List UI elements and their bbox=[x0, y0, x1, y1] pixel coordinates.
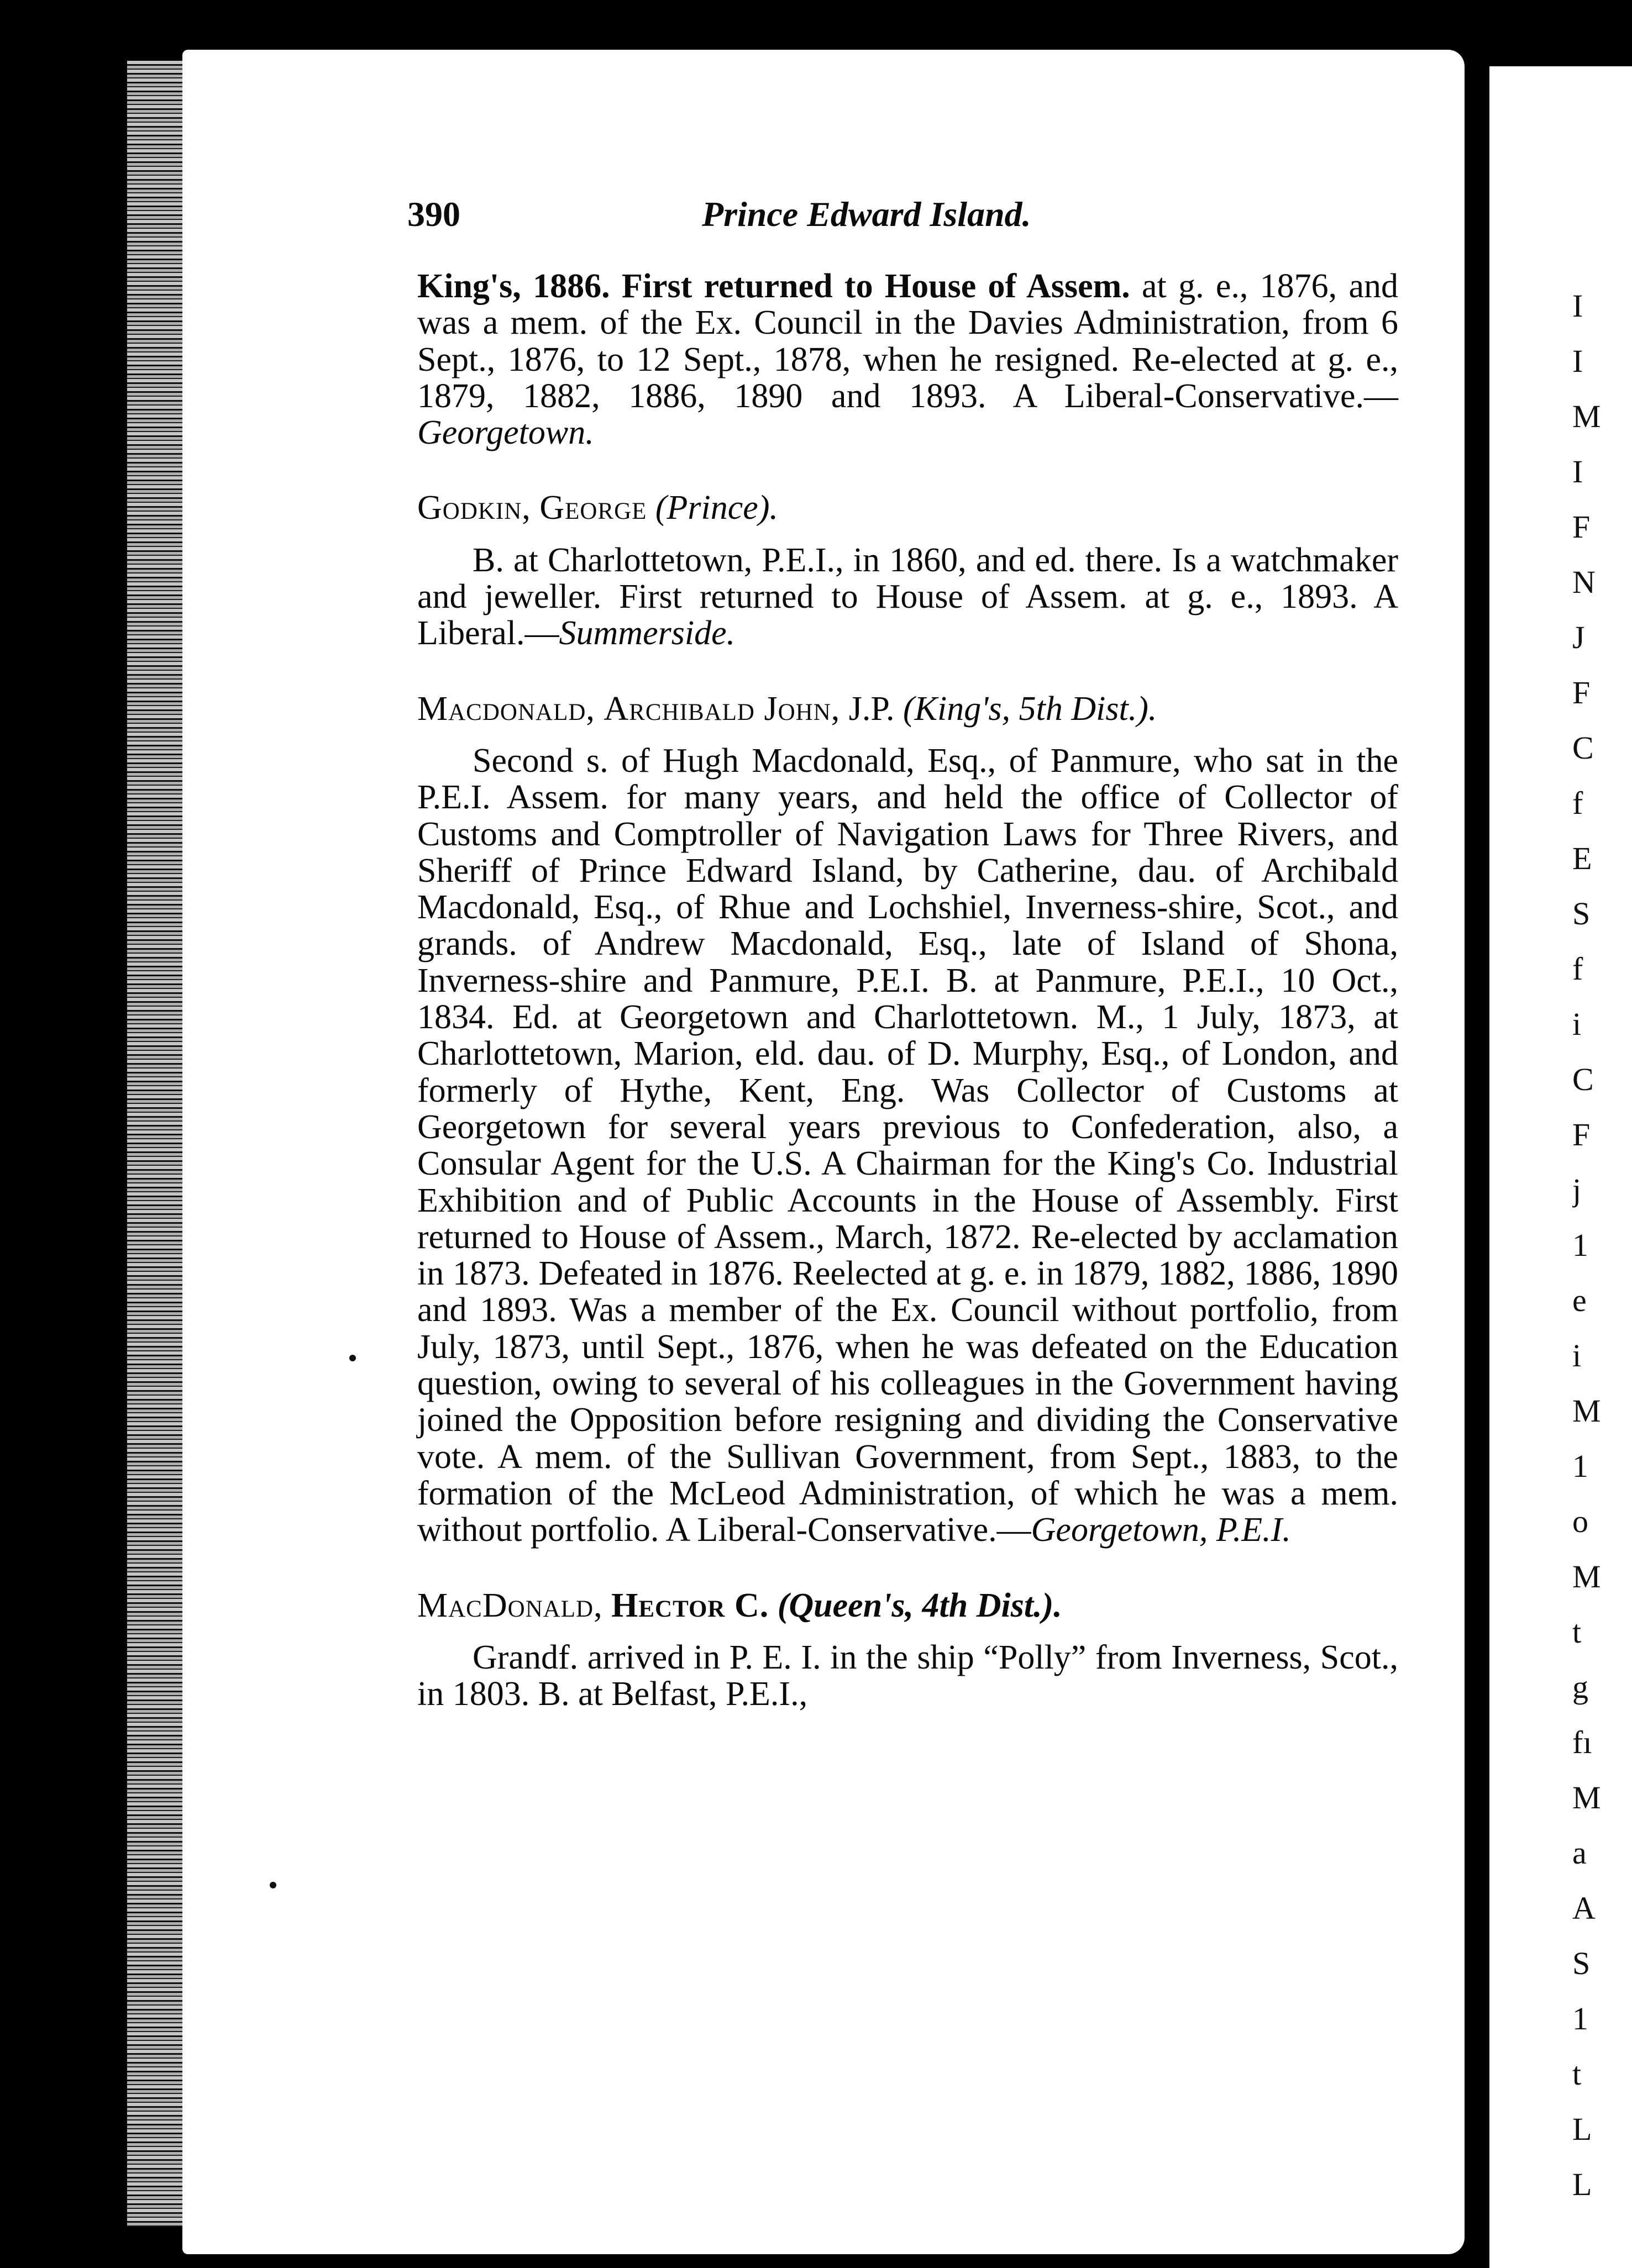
facing-page-fragment: M bbox=[1572, 1559, 1601, 1595]
continued-entry bbox=[417, 268, 1398, 451]
entry-body-text: Grandf. arrived in P. E. I. in the ship “Polly” from Inverness, Scot., in 1803. B. at Belfast, P.E.I., bbox=[417, 1638, 1398, 1713]
entry-body-text: Second s. of Hugh Macdonald, Esq., of Panmure, who sat in the P.E.I. Assem. for many years, and held the office of Collector of Customs and Comptroller of Navigation Laws for Three Rivers, and Sheriff of Prince Edward Island, by Catherine, dau. of Archibald Macdonald, Esq., of Rhue and Lochshiel, Inverness-shire, Scot., and grands. of Andrew Macdonald, Esq., late of Island of Shona, Inverness-shire and Panmure, P.E.I. B. at Panmure, P.E.I., 10 Oct., 1834. Ed. at Georgetown and Charlottetown. M., 1 July, 1873, at Charlottetown, Marion, eld. dau. of D. Murphy, Esq., of London, and formerly of Hythe, Kent, Eng. Was Collector of Customs at Georgetown for several years previous to Confederation, also, a Consular Agent for the U.S. A Chairman for the King's Co. Industrial Exhibition and of Public Accounts in the House of Assembly. First returned to House of Assem., March, 1872. Re-elected by acclamation in 1873. Defeated in 1876. Reelected at g. e. in 1879, 1882, 1886, 1890 and 1893. Was a member of the Ex. Council without portfolio, from July, 1873, until Sept., 1876, when he was defeated on the Education question, owing to several of his colleagues in the Government having joined the Opposition before resigning and dividing the Conservative vote. A mem. of the Sullivan Government, from Sept., 1883, to the formation of the McLeod Administration, of which he was a mem. without portfolio. A Liberal-Conservative.— bbox=[417, 741, 1398, 1549]
entry-surname: MacDonald, bbox=[417, 1586, 603, 1624]
facing-page-fragment: e bbox=[1572, 1282, 1587, 1318]
facing-page-fragment: 1 bbox=[1572, 2001, 1588, 2037]
entry-given-name: Hector C. bbox=[611, 1586, 769, 1624]
facing-page-fragment: f bbox=[1572, 785, 1583, 821]
entry-residence: Summerside. bbox=[559, 614, 736, 652]
facing-page-fragment: C bbox=[1572, 730, 1594, 766]
entry-constituency: (Queen's, 4th Dist.). bbox=[777, 1586, 1062, 1624]
entry-title: J.P. bbox=[848, 690, 895, 728]
entry-body-macdonald-hector bbox=[417, 1639, 1398, 1713]
facing-page-fragment: t bbox=[1572, 1614, 1582, 1650]
facing-page-fragment: J bbox=[1572, 619, 1585, 655]
scan-speck bbox=[270, 1882, 276, 1888]
facing-page-fragment: A bbox=[1572, 1890, 1596, 1926]
facing-page-fragment: t bbox=[1572, 2056, 1582, 2092]
facing-page-fragment: F bbox=[1572, 675, 1591, 711]
facing-page-fragment: fı bbox=[1572, 1724, 1592, 1760]
facing-page-fragment: I bbox=[1572, 343, 1583, 379]
entry-given-name: George bbox=[539, 489, 647, 527]
facing-page-fragment: j bbox=[1572, 1172, 1582, 1208]
entry-body-godkin bbox=[417, 542, 1398, 652]
facing-page-fragment: 1 bbox=[1572, 1448, 1588, 1484]
facing-page-fragment: S bbox=[1572, 896, 1591, 932]
facing-page-fragment: S bbox=[1572, 1945, 1591, 1981]
facing-page-fragment: L bbox=[1572, 2111, 1592, 2147]
entry-residence: Georgetown, P.E.I. bbox=[1031, 1511, 1291, 1549]
facing-page-fragment: E bbox=[1572, 840, 1592, 876]
page-text bbox=[407, 194, 1398, 1713]
facing-page-fragment: f bbox=[1572, 951, 1583, 987]
continued-returned: First returned to House of Assem. bbox=[621, 267, 1130, 305]
running-title: Prince Edward Island. bbox=[702, 194, 1031, 234]
facing-page-fragment: o bbox=[1572, 1503, 1588, 1539]
facing-page-fragment: i bbox=[1572, 1338, 1582, 1374]
continued-text: at g. e., 1876, and was a mem. of the Ex. Council in the Davies Administration, from 6 Sept., 1876, to 12 Sept., 1878, when he resigned. Re-elected at g. e., 1879, 1882, 1886, 1890 and 1893. A Liberal-Conservative.— bbox=[417, 267, 1398, 415]
facing-page-edge bbox=[1489, 66, 1632, 2268]
facing-page-fragment: C bbox=[1572, 1061, 1594, 1097]
facing-page-fragment: M bbox=[1572, 398, 1601, 434]
facing-page-fragment: g bbox=[1572, 1669, 1588, 1705]
facing-page-fragment: i bbox=[1572, 1006, 1582, 1042]
entry-given-name: Archibald John, bbox=[604, 690, 841, 728]
page-number: 390 bbox=[407, 194, 460, 234]
facing-page-fragment: M bbox=[1572, 1393, 1601, 1429]
page-header bbox=[407, 194, 1398, 240]
entry-constituency: (King's, 5th Dist.). bbox=[903, 690, 1157, 728]
continued-lead: King's, 1886. bbox=[417, 267, 610, 305]
facing-page-fragment: M bbox=[1572, 1780, 1601, 1816]
facing-page-fragment: N bbox=[1572, 564, 1596, 600]
facing-page-fragment: L bbox=[1572, 2166, 1592, 2202]
entry-heading-macdonald-hector bbox=[417, 1587, 1398, 1624]
entry-heading-godkin bbox=[417, 490, 1398, 526]
entry-surname: Macdonald, bbox=[417, 690, 595, 728]
facing-page-fragment: a bbox=[1572, 1835, 1587, 1871]
continued-residence: Georgetown. bbox=[417, 414, 594, 452]
facing-page-fragment: F bbox=[1572, 1117, 1591, 1153]
facing-page-fragment: I bbox=[1572, 454, 1583, 490]
entry-body-macdonald-archibald bbox=[417, 743, 1398, 1549]
entry-body-text: B. at Charlottetown, P.E.I., in 1860, and ed. there. Is a watchmaker and jeweller. First returned to House of Assem. at g. e., 1893. A Liberal.— bbox=[417, 541, 1398, 652]
facing-page-fragment: 1 bbox=[1572, 1227, 1588, 1263]
scan-speck bbox=[349, 1355, 356, 1361]
entry-constituency: (Prince). bbox=[655, 489, 778, 527]
facing-page-fragment: I bbox=[1572, 288, 1583, 324]
entry-surname: Godkin, bbox=[417, 489, 531, 527]
facing-page-fragment: F bbox=[1572, 509, 1591, 545]
entry-heading-macdonald-archibald bbox=[417, 691, 1398, 727]
